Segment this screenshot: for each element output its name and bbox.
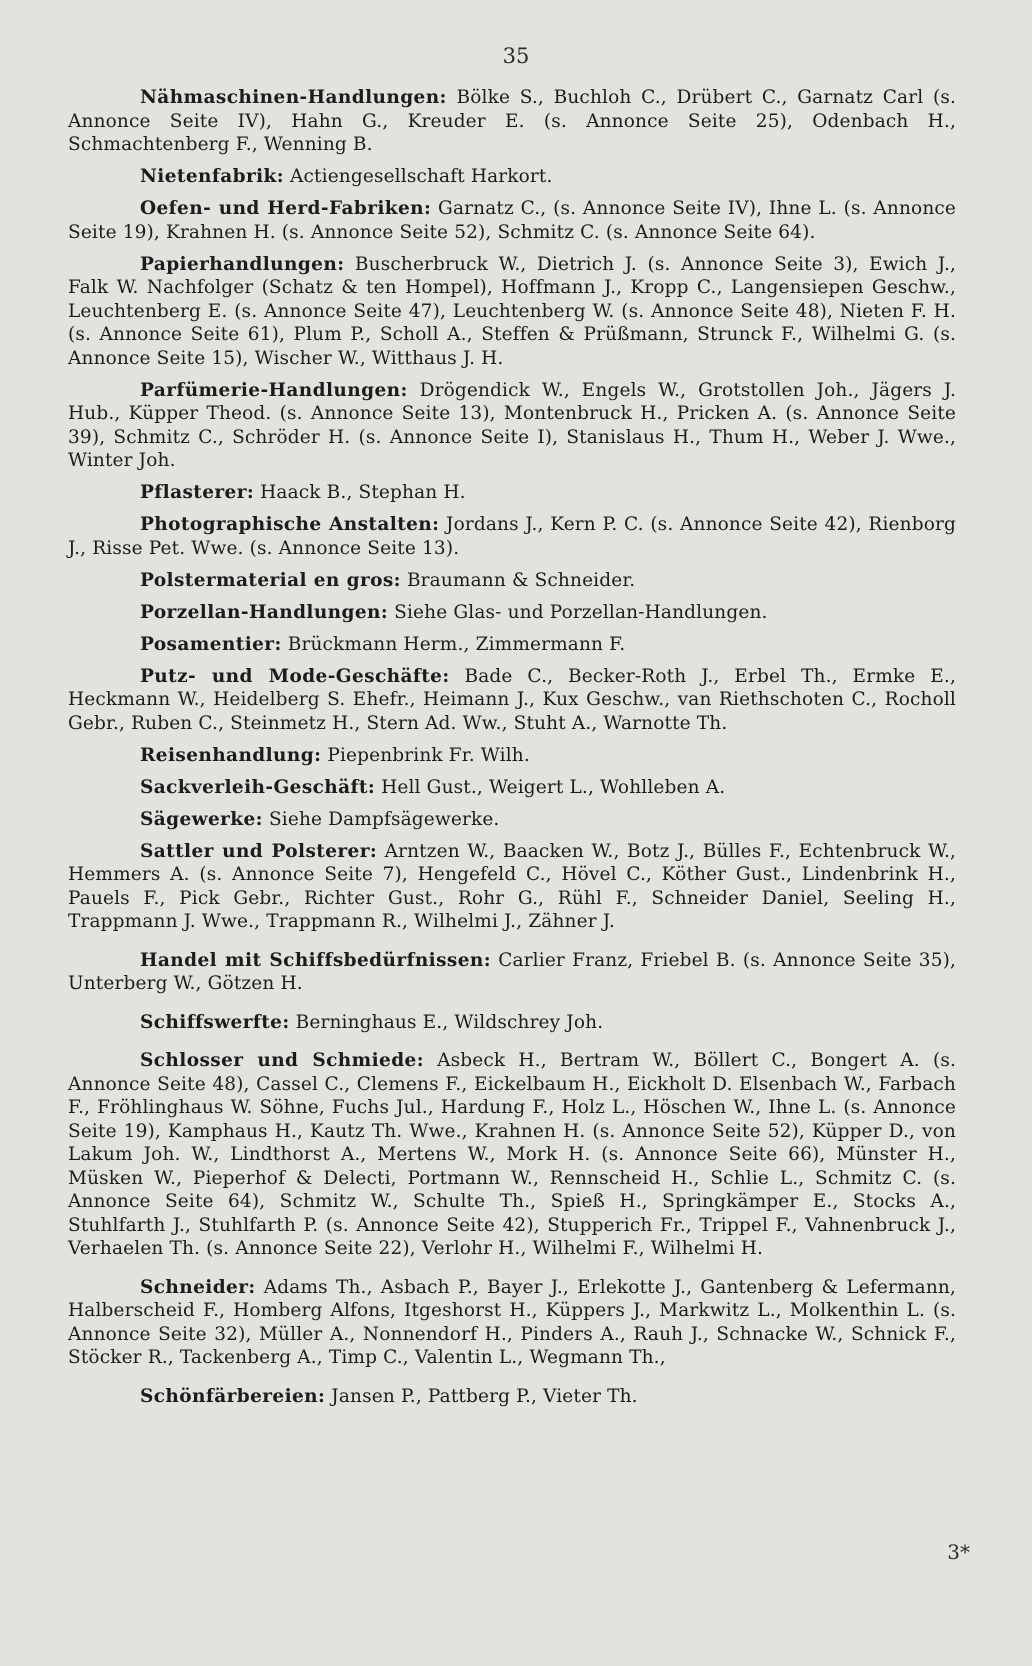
entry-heading: Schönfärbereien: [140,1385,326,1407]
entry-heading: Polstermaterial en gros: [140,569,401,591]
entry [68,1385,956,1409]
entry-text: Jansen P., Pattberg P., Vieter Th. [331,1385,638,1407]
entry-heading: Schneider: [140,1276,256,1298]
entry-heading: Nähmaschinen-Handlungen: [140,87,447,108]
entry-heading: Parfümerie-Handlungen: [140,379,408,401]
entry-text: Bölke S., Buchloh C., Drübert C., Garnatz Carl (s. Annonce Seite IV), Hahn G., Kreuder E. (s. Annonce Seite 25), Odenbach H., Schmachtenberg F., Wenning B. [68,87,957,155]
entry [68,665,956,736]
entry-heading: Porzellan-Handlungen: [140,601,389,623]
entry-heading: Sattler und Polsterer: [140,840,378,862]
entry-text: Hell Gust., Weigert L., Wohlleben A. [381,776,726,798]
entry-text: Berninghaus E., Wildschrey Joh. [295,1011,604,1033]
entry-heading: Schiffswerfte: [140,1011,290,1033]
entry [68,776,956,800]
entry [68,569,956,593]
entry-text: Jordans J., Kern P. C. (s. Annonce Seite 42), Rienborg J., Risse Pet. Wwe. (s. Annonce Seite 13). [68,514,956,559]
entry-text: Siehe Glas- und Porzellan-Handlungen. [394,601,768,623]
entry-heading: Reisenhandlung: [140,744,322,766]
entry [68,379,956,473]
entry-heading: Oefen- und Herd-Fabriken: [140,198,432,219]
entry [68,1011,956,1035]
entry-text: Brückmann Herm., Zimmermann F. [287,633,626,655]
entry-heading: Nietenfabrik: [140,166,284,187]
entry [68,808,956,832]
entry-heading: Posamentier: [140,633,282,655]
entry-text: Piepenbrink Fr. Wilh. [327,744,530,766]
entry-heading: Photographische Anstalten: [140,514,440,535]
entry-text: Carlier Franz, Friebel B. (s. Annonce Seite 35), Unterberg W., Götzen H. [68,949,957,994]
entry [68,197,956,244]
entry [68,86,956,157]
entry [68,1049,956,1261]
signature-mark: 3* [947,1540,970,1564]
entry-text: Garnatz C., (s. Annonce Seite IV), Ihne L. (s. Annonce Seite 19), Krahnen H. (s. Annonce Seite 52), Schmitz C. (s. Annonce Seite 64). [68,198,956,243]
entry-heading: Schlosser und Schmiede: [140,1050,424,1071]
entry [68,633,956,657]
entry-text: Adams Th., Asbach P., Bayer J., Erlekotte J., Gantenberg & Lefermann, Halberscheid F., Homberg Alfons, Itgeshorst H., Küppers J., Markwitz L., Molkenthin L. (s. Annonce Seite 32), Müller A., Nonnendorf H., Pinders A., Rauh J., Schnacke W., Schnick F., Stöcker R., Tackenberg A., Timp C., Valentin L., Wegmann Th., [68,1276,957,1368]
entry [68,840,956,934]
entry-text: Haack B., Stephan H. [260,482,466,503]
entry [68,744,956,768]
entry-text: Braumann & Schneider. [406,569,636,591]
entry-heading: Sägewerke: [140,808,263,830]
directory-entries [68,86,956,1417]
page-number: 35 [502,44,530,68]
entry-heading: Pflasterer: [140,482,255,503]
entry [68,601,956,625]
entry-text: Actiengesellschaft Harkort. [290,166,553,187]
entry-text: Asbeck H., Bertram W., Böllert C., Bongert A. (s. Annonce Seite 48), Cassel C., Clemens F., Eickelbaum H., Eickholt D. Elsenbach W., Farbach F., Fröhlinghaus W. Söhne, Fuchs Jul., Hardung F., Holz L., Höschen W., Ihne L. (s. Annonce Seite 19), Kamphaus H., Kautz Th. Wwe., Krahnen H. (s. Annonce Seite 52), Küpper D., von Lakum Joh. W., Lindthorst A., Mertens W., Mork H. (s. Annonce Seite 66), Münster H., Müsken W., Pieperhof & Delecti, Portmann W., Rennscheid H., Schlie L., Schmitz C. (s. Annonce Seite 64), Schmitz W., Schulte Th., Spieß H., Springkämper E., Stocks A., Stuhlfarth J., Stuhlfarth P. (s. Annonce Seite 42), Stupperich Fr., Trippel F., Vahnenbruck J., Verhaelen Th. (s. Annonce Seite 22), Verlohr H., Wilhelmi F., Wilhelmi H. [68,1050,956,1259]
entry-heading: Papierhandlungen: [140,253,345,275]
entry [68,513,956,560]
entry [68,949,956,996]
entry-heading: Handel mit Schiffsbedürfnissen: [140,949,491,971]
entry-text: Siehe Dampfsägewerke. [268,808,500,830]
entry [68,481,956,505]
entry-text: Arntzen W., Baacken W., Botz J., Bülles F., Echtenbruck W., Hemmers A. (s. Annonce Seite 7), Hengefeld C., Hövel C., Köther Gust., Lindenbrink H., Pauels F., Pick Gebr., Richter Gust., Rohr G., Rühl F., Schneider Daniel, Seeling H., Trappmann J. Wwe., Trappmann R., Wilhelmi J., Zähner J. [68,840,957,932]
entry-heading: Sackverleih-Geschäft: [140,776,376,798]
entry [68,1276,956,1370]
entry-text: Buscherbruck W., Dietrich J. (s. Annonce Seite 3), Ewich J., Falk W. Nachfolger (Schatz & ten Hompel), Hoffmann J., Kropp C., Langensiepen Geschw., Leuchtenberg E. (s. Annonce Seite 47), Leuchtenberg W. (s. Annonce Seite 48), Nieten F. H. (s. Annonce Seite 61), Plum P., Scholl A., Steffen & Prüßmann, Strunck F., Wilhelmi G. (s. Annonce Seite 15), Wischer W., Witthaus J. H. [68,253,957,369]
entry [68,165,956,189]
entry-heading: Putz- und Mode-Geschäfte: [140,665,450,687]
entry-text: Drögendick W., Engels W., Grotstollen Joh., Jägers J. Hub., Küpper Theod. (s. Annonce Seite 13), Montenbruck H., Pricken A. (s. Annonce Seite 39), Schmitz C., Schröder H. (s. Annonce Seite I), Stanislaus H., Thum H., Weber J. Wwe., Winter Joh. [68,379,956,471]
entry-text: Bade C., Becker-Roth J., Erbel Th., Ermke E., Heckmann W., Heidelberg S. Ehefr., Heimann J., Kux Geschw., van Riethschoten C., Rocholl Gebr., Ruben C., Steinmetz H., Stern Ad. Ww., Stuht A., Warnotte Th. [68,665,956,734]
entry [68,253,956,371]
